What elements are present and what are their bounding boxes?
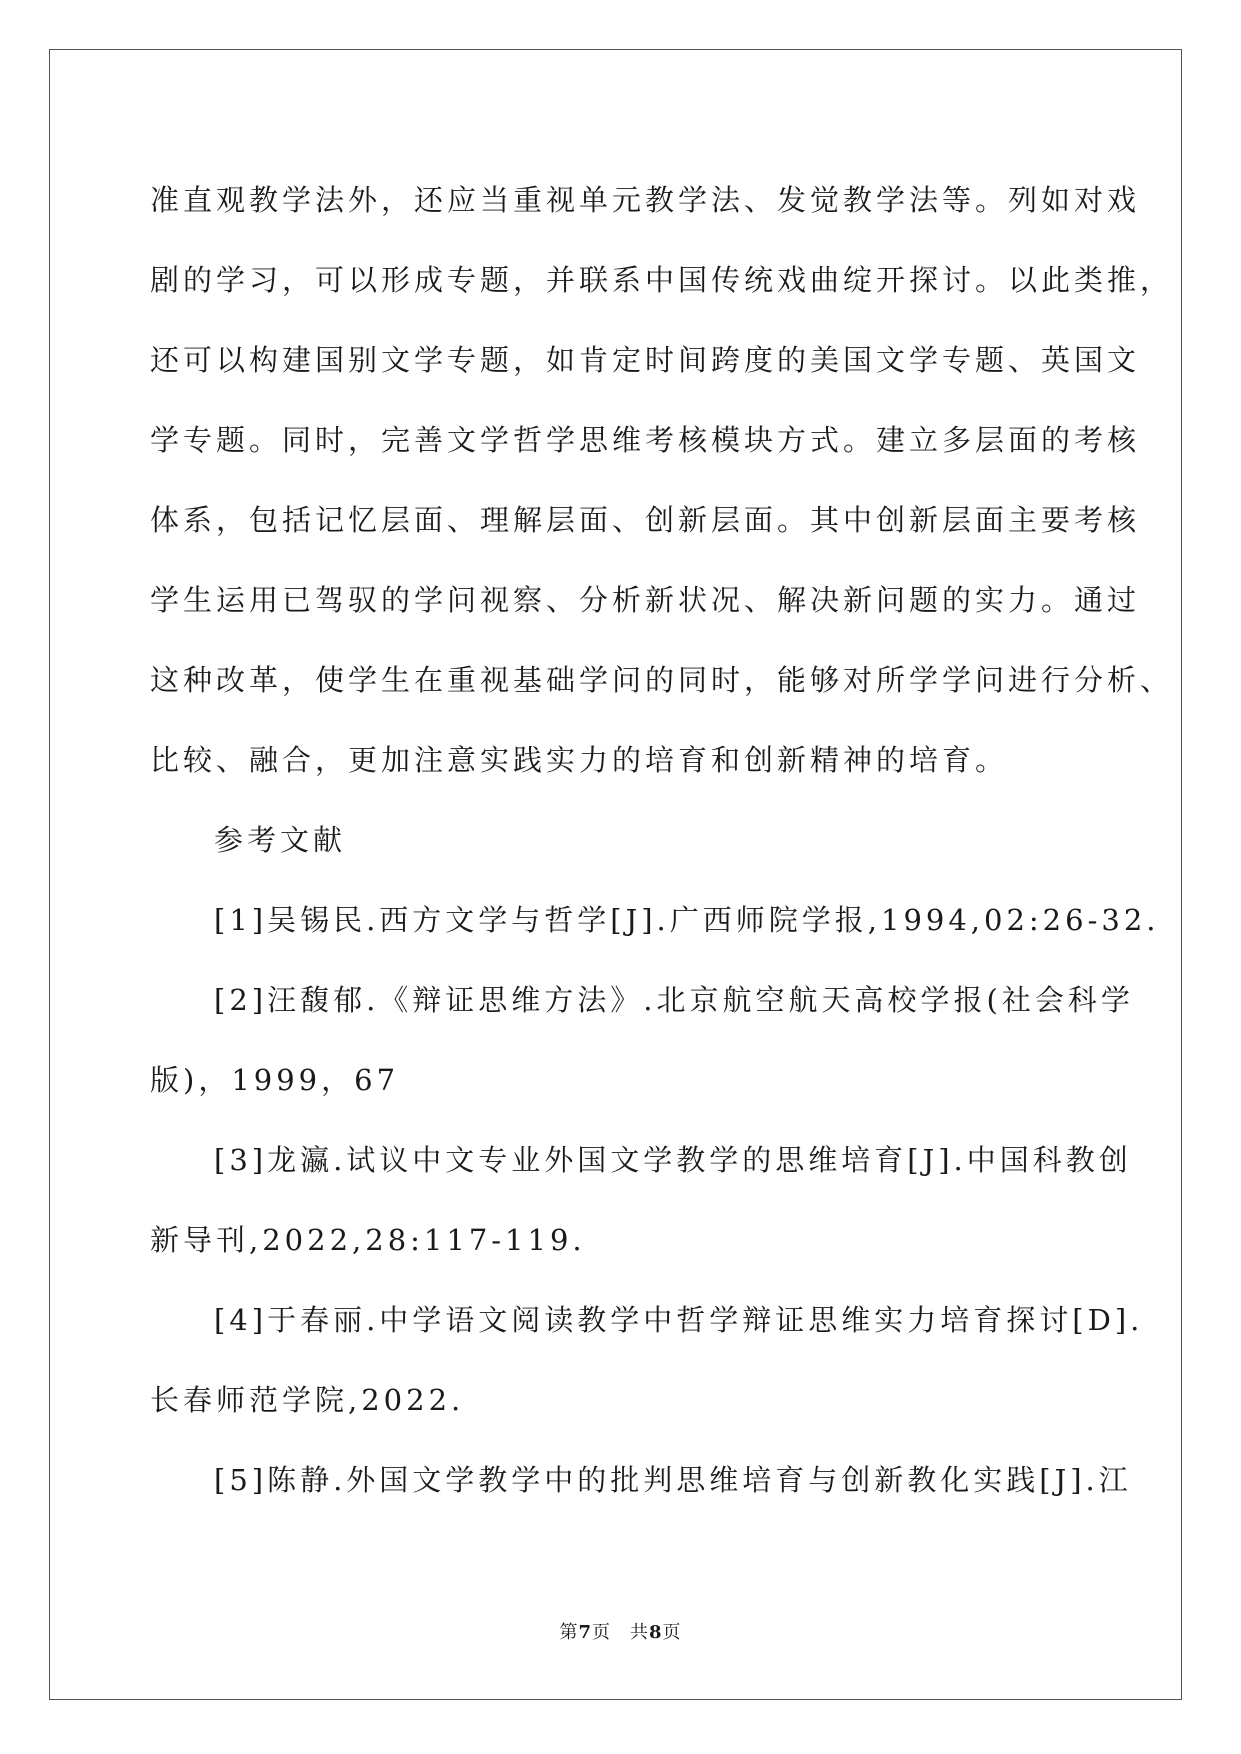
body-line: 这种改革，使学生在重视基础学问的同时，能够对所学学问进行分析、 (150, 663, 1174, 697)
footer-prefix: 第 (559, 1622, 579, 1643)
document-body (150, 160, 1174, 1520)
reference-item-4-continued: 长春师范学院,2022. (150, 1383, 465, 1417)
footer-middle: 页 共 (592, 1622, 649, 1643)
reference-item-2: [2]汪馥郁.《辩证思维方法》.北京航空航天高校学报(社会科学 (214, 983, 1134, 1017)
body-line: 学生运用已驾驭的学问视察、分析新状况、解决新问题的实力。通过 (150, 583, 1141, 617)
page-footer (0, 1618, 1241, 1644)
reference-item-2-continued: 版)，1999，67 (150, 1063, 400, 1097)
reference-item-1: [1]吴锡民.西方文学与哲学[J].广西师院学报,1994,02:26-32. (214, 903, 1160, 937)
footer-suffix: 页 (662, 1622, 682, 1643)
current-page-number: 7 (578, 1622, 592, 1643)
body-line: 学专题。同时，完善文学哲学思维考核模块方式。建立多层面的考核 (150, 423, 1141, 457)
body-line: 还可以构建国别文学专题，如肯定时间跨度的美国文学专题、英国文 (150, 343, 1141, 377)
reference-item-3: [3]龙瀛.试议中文专业外国文学教学的思维培育[J].中国科教创 (214, 1143, 1132, 1177)
reference-item-3-continued: 新导刊,2022,28:117-119. (150, 1223, 586, 1257)
body-line: 准直观教学法外，还应当重视单元教学法、发觉教学法等。列如对戏 (150, 183, 1141, 217)
reference-item-5: [5]陈静.外国文学教学中的批判思维培育与创新教化实践[J].江 (214, 1463, 1132, 1497)
reference-item-4: [4]于春丽.中学语文阅读教学中哲学辩证思维实力培育探讨[D]. (214, 1303, 1144, 1337)
body-line: 比较、融合，更加注意实践实力的培育和创新精神的培育。 (150, 743, 1009, 777)
body-line: 体系，包括记忆层面、理解层面、创新层面。其中创新层面主要考核 (150, 503, 1141, 537)
total-pages-number: 8 (649, 1622, 663, 1643)
body-line: 剧的学习，可以形成专题，并联系中国传统戏曲绽开探讨。以此类推， (150, 263, 1174, 297)
references-heading: 参考文献 (214, 823, 347, 857)
